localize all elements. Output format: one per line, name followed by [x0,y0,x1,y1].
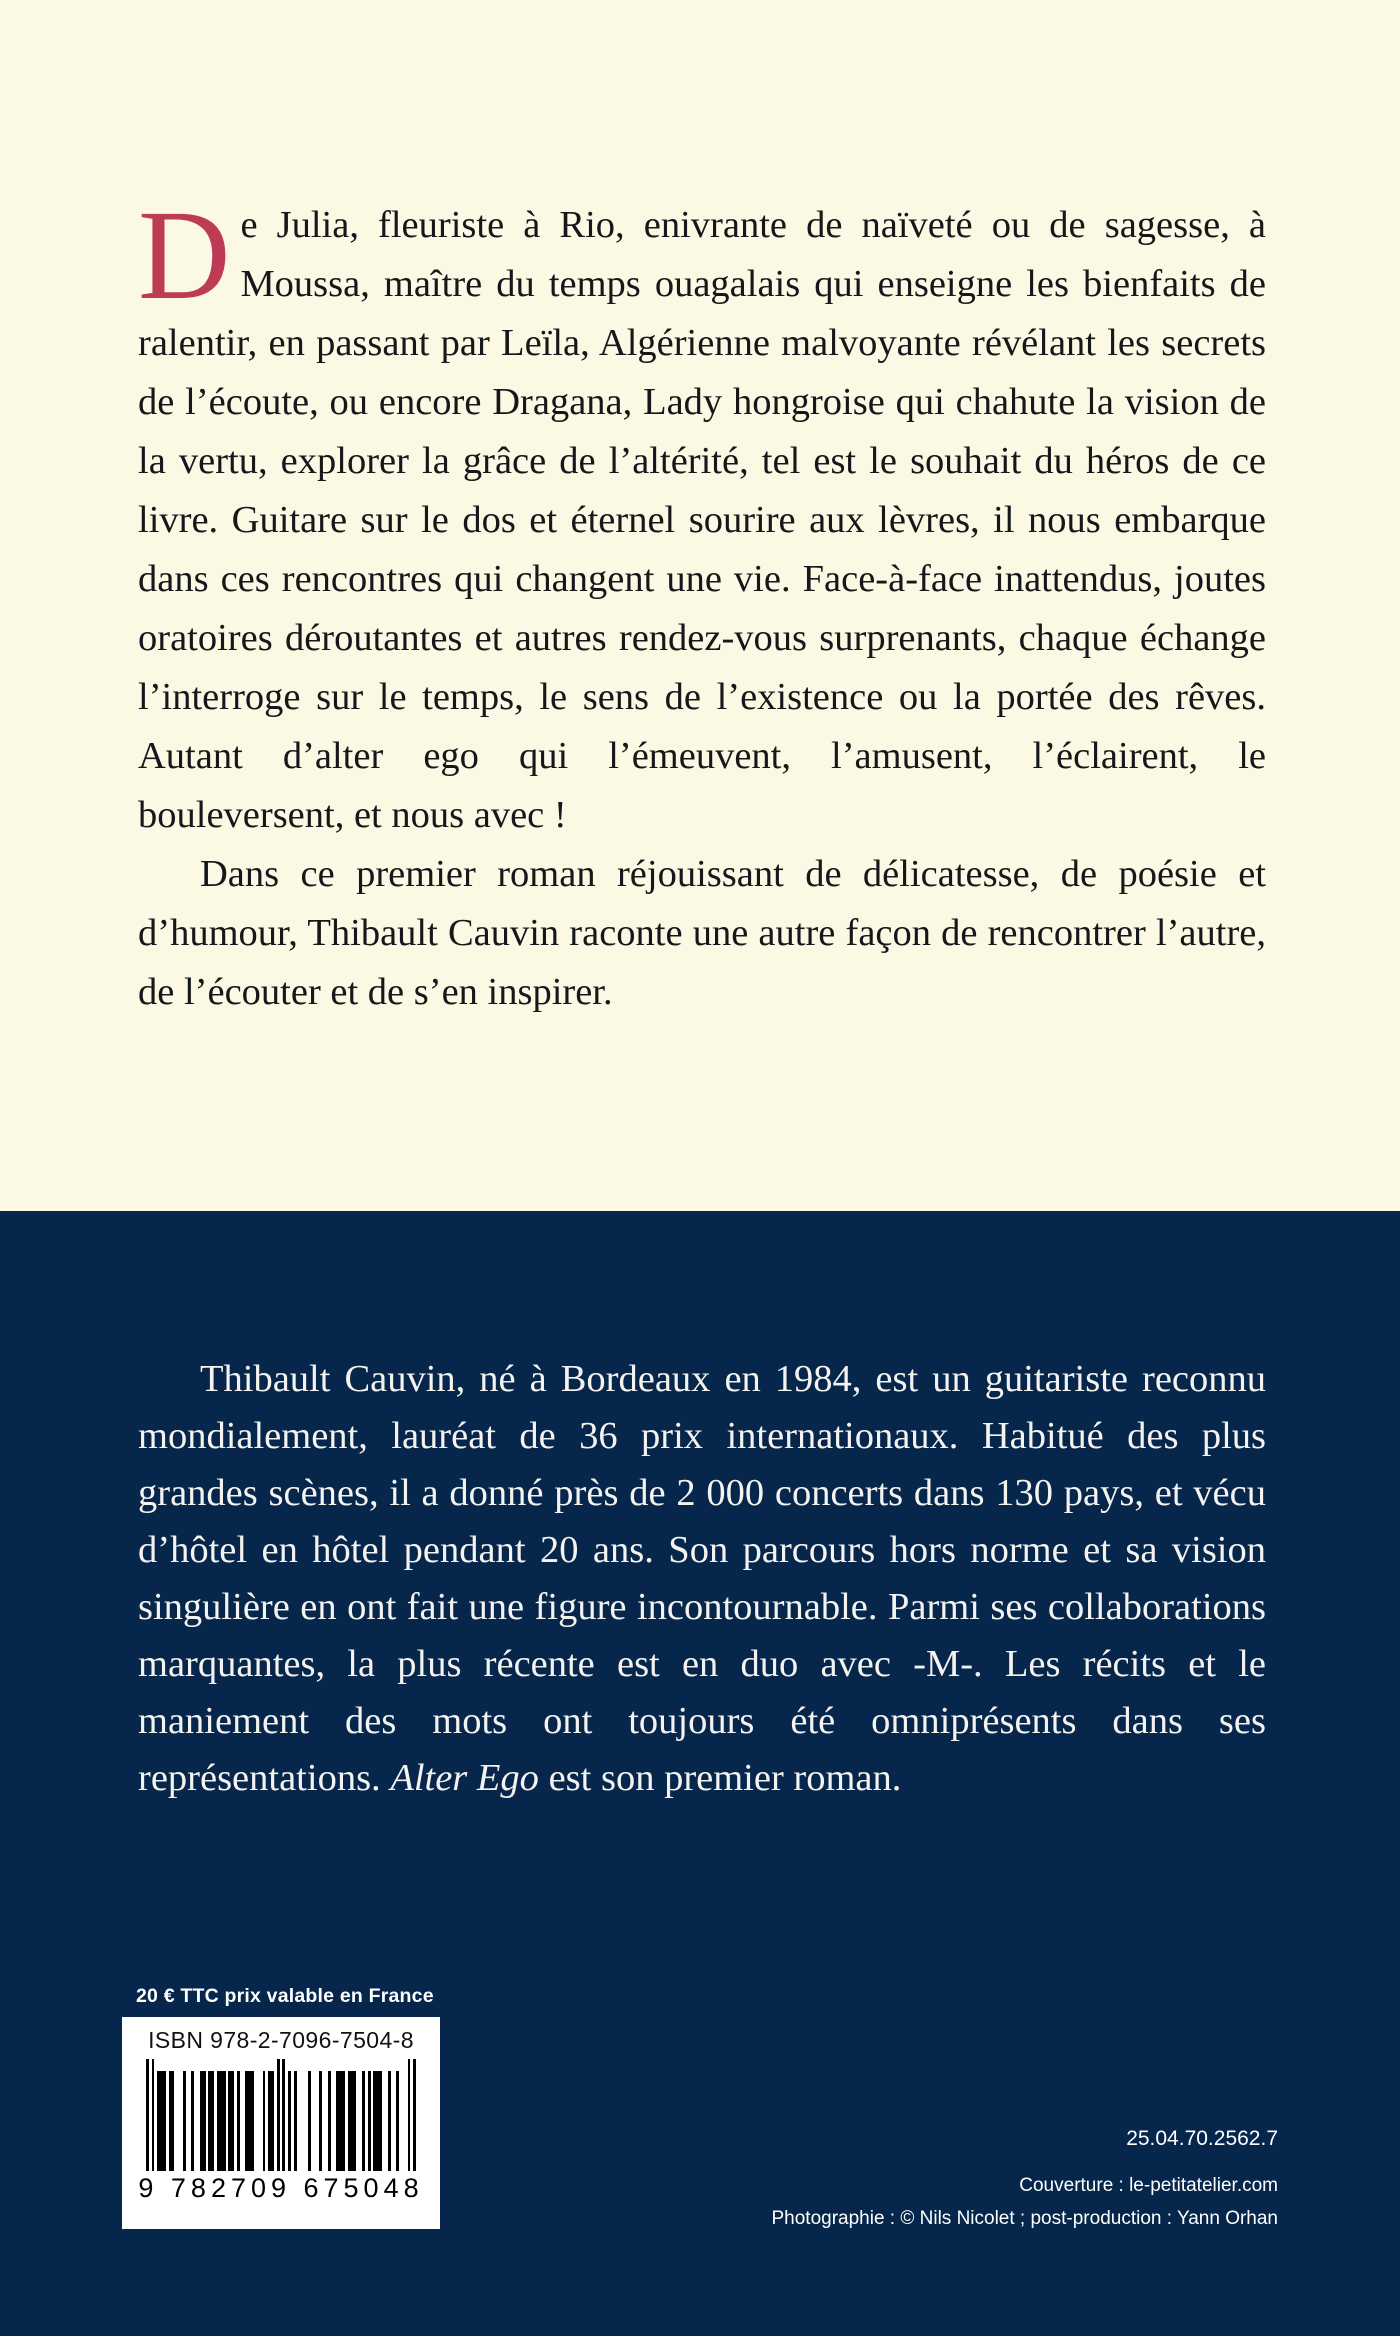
blurb-paragraph-1-text: e Julia, fleuriste à Rio, enivrante de naïveté ou de sagesse, à Moussa, maître du temps ouagalais qui enseigne les bienfaits de ralentir, en passant par Leïla, Algérienne malvoyante révélant les secrets de l’écoute, ou encore Dragana, Lady hongroise qui chahute la vision de la vertu, explorer la grâce de l’altérité, tel est le souhait du héros de ce livre. Guitare sur le dos et éternel sourire aux lèvres, il nous embarque dans ces rencontres qui changent une vie. Face-à-face inattendus, joutes oratoires déroutantes et autres rendez-vous surprenants, chaque échange l’interroge sur le temps, le sens de l’existence ou la portée des rêves. Autant d’alter ego qui l’émeuvent, l’amusent, l’éclairent, le bouleversent, et nous avec ! [138,204,1266,836]
author-bio-text-block [138,1351,1266,1807]
book-title-italic: Alter Ego [390,1757,539,1799]
credits-block [771,2122,1278,2235]
cover-credit: Couverture : le-petitatelier.com [1019,2175,1278,2196]
barcode-bars [132,2059,430,2171]
blurb-paragraph-1 [138,184,1266,845]
drop-cap-letter: D [138,184,231,326]
bio-text-after-title: est son premier roman. [538,1757,902,1799]
photo-credit: Photographie : © Nils Nicolet ; post-production : Yann Orhan [771,2208,1278,2229]
isbn-number: ISBN 978-2-7096-7504-8 [148,2027,414,2053]
price-label: 20 € TTC prix valable en France [136,1985,434,2007]
barcode-digits: 9 782709 675048 [138,2173,424,2203]
internal-reference-code: 25.04.70.2562.7 [1126,2127,1278,2150]
blurb-text-block [138,184,1266,1022]
blurb-paragraph-2: Dans ce premier roman réjouissant de délicatesse, de poésie et d’humour, Thibault Cauvin raconte une autre façon de rencontrer l’autre, de l’écouter et de s’en inspirer. [138,853,1266,1013]
isbn-barcode [122,2017,440,2229]
author-bio-paragraph [138,1351,1266,1807]
bio-text-before-title: Thibault Cauvin, né à Bordeaux en 1984, est un guitariste reconnu mondialement, lauréat de 36 prix internationaux. Habitué des plus grandes scènes, il a donné près de 2 000 concerts dans 130 pays, et vécu d’hôtel en hôtel pendant 20 ans. Son parcours hors norme et sa vision singulière en ont fait une figure incontournable. Parmi ses collaborations marquantes, la plus récente est en duo avec -M-. Les récits et le maniement des mots ont toujours été omniprésents dans ses représentations. [138,1358,1266,1799]
